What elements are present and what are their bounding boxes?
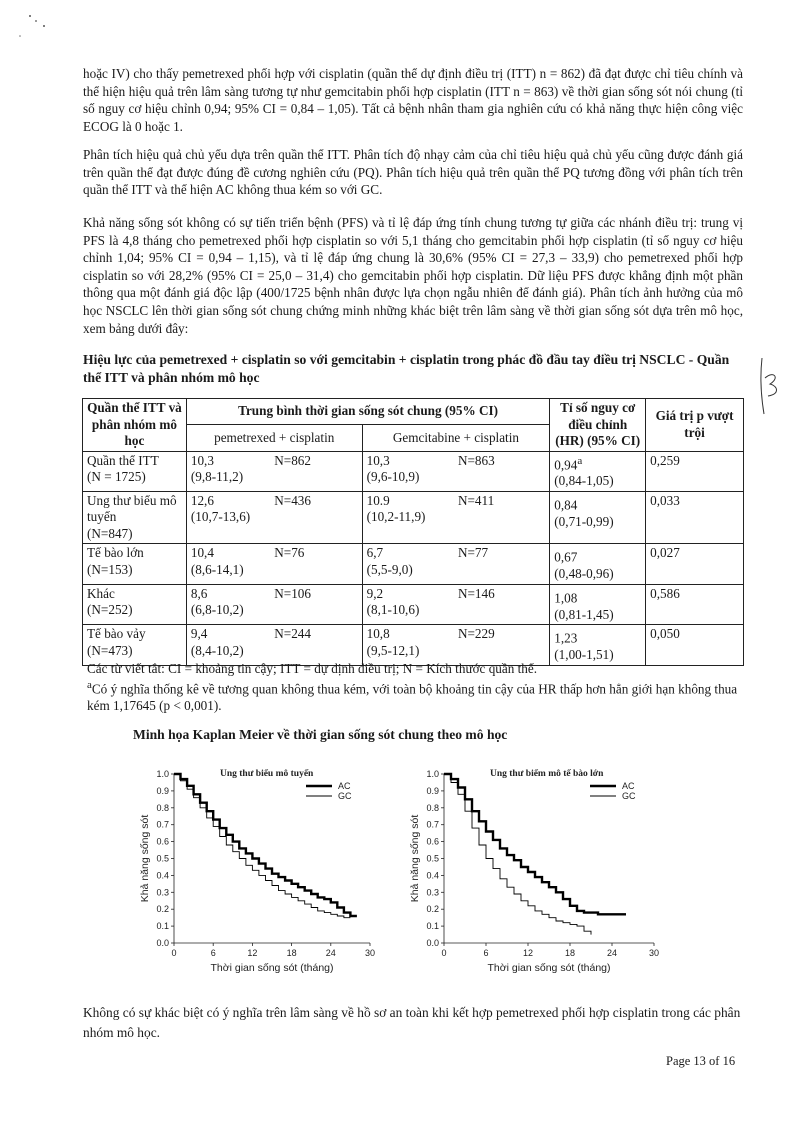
gc-median-main: 10,3 — [366, 452, 390, 468]
cell-ac-n: N=106 — [270, 584, 362, 624]
header-hazard-ratio: Tỉ số nguy cơ điều chỉnh (HR) (95% CI) — [550, 399, 646, 452]
gc-median-sub: (9,6-10,9) — [366, 469, 420, 484]
cell-hazard-ratio — [550, 544, 646, 584]
y-tick-label: 0.5 — [426, 853, 439, 864]
table-body — [83, 451, 744, 665]
ac-median-sub: (9,8-11,2) — [190, 469, 244, 484]
gc-median-main: 10.9 — [366, 492, 390, 508]
series-line-ac — [174, 774, 357, 916]
cell-gc-median — [362, 625, 454, 665]
y-tick-label: 0.7 — [426, 819, 439, 830]
x-tick-label: 12 — [522, 948, 534, 958]
paragraph-safety: Không có sự khác biệt có ý nghĩa trên lâm sàng về hồ sơ an toàn khi kết hợp pemetrexed phối hợp cisplatin trong các phân nhóm mô học. — [83, 1005, 741, 1040]
cell-hazard-ratio — [550, 625, 646, 665]
cell-population — [83, 491, 187, 544]
cell-ac-median — [186, 625, 270, 665]
population-sub: (N=473) — [87, 642, 133, 658]
y-tick-label: 0.7 — [156, 819, 169, 830]
km-chart-adenocarcinoma — [134, 760, 394, 980]
footnote-text: Có ý nghĩa thống kê về tương quan không thua kém, với toàn bộ khoảng tin cậy của HR thấp hơn hẳn giới hạn không thua kém 1,17645 (p < 0,001). — [87, 681, 738, 714]
footnote — [87, 677, 747, 714]
hr-number: 1,08 — [554, 590, 578, 606]
cell-p-value: 0,050 — [646, 625, 744, 665]
cell-ac-n: N=436 — [270, 491, 362, 544]
header-population: Quần thể ITT và phân nhóm mô học — [83, 399, 187, 452]
ac-median-sub: (6,8-10,2) — [190, 602, 244, 618]
paragraph-study-results: hoặc IV) cho thấy pemetrexed phối hợp với cisplatin (quần thể dự định điều trị (ITT) n = 862) đã đạt được chỉ tiêu chính và thể hiện hiệu quả trên lâm sàng tương tự như gemcitabin phối hợp cisplatin (ITT n = 863) về thời gian sống sót nói chung (tỉ số nguy cơ hiệu chỉnh 0,94; 95% CI = 0,84 – 1,05). Tất cả bệnh nhân tham gia nghiên cứu có khả năng thực hiện công việc ECOG là 0 hoặc 1. — [83, 66, 743, 134]
population-main: Tế bào lớn — [87, 545, 144, 561]
hr-value — [554, 626, 641, 647]
legend-label-gc: GC — [338, 791, 352, 801]
legend-label-gc: GC — [622, 791, 636, 801]
table-title: Hiệu lực của pemetrexed + cisplatin so với gemcitabin + cisplatin trong phác đồ đầu tay điều trị NSCLC - Quần thể ITT và phân nhóm mô học — [83, 352, 730, 385]
cell-population — [83, 544, 187, 584]
hr-value — [554, 545, 641, 566]
y-tick-label: 0.8 — [426, 802, 439, 813]
hr-number: 0,67 — [554, 549, 578, 565]
x-tick-label: 18 — [286, 948, 297, 958]
series-line-ac — [444, 774, 626, 914]
ac-median-sub: (8,4-10,2) — [190, 642, 244, 658]
cell-gc-n: N=863 — [454, 451, 550, 491]
header-median-os: Trung bình thời gian sống sót chung (95% CI) — [186, 399, 549, 425]
ac-median-main: 8,6 — [190, 585, 208, 601]
y-tick-label: 0.3 — [156, 887, 169, 898]
paragraph-efficacy-analysis: Phân tích hiệu quả chủ yếu dựa trên quần thể ITT. Phân tích độ nhạy cảm của chỉ tiêu hiệu quả chủ yếu cũng được đánh giá trên quần thể đạt được đúng đề cương nghiên cứu (PQ). Phân tích hiệu quả trên quần thể PQ tương đồng với phân tích trên quần thể ITT và thể hiện AC không thua kém so với GC. — [83, 147, 743, 198]
y-tick-label: 0.8 — [156, 802, 169, 813]
y-tick-label: 0.0 — [156, 938, 169, 948]
km-chart-large-cell — [409, 760, 682, 980]
paragraph-pfs-response: Khả năng sống sót không có sự tiến triển bệnh (PFS) và tỉ lệ đáp ứng tính chung tương tự giữa các nhánh điều trị: trung vị PFS là 4,8 tháng cho pemetrexed phối hợp cisplatin so với 5,1 tháng cho gemcitabin phối hợp cisplatin (tỉ số nguy cơ hiệu chỉnh 1,04; 95% CI = 0,94 – 1,15), và tỉ lệ đáp ứng chung là 30,6% (95% CI = 27,3 – 33,9) cho pemetrexed phối hợp cisplatin so với 28,2% (95% CI = 25,0 – 31,4) cho gemcitabin phối hợp cisplatin. Dữ liệu PFS được khẳng định một phần thông qua một đánh giá độc lập (400/1725 bệnh nhân được lựa chọn ngẫu nhiên để đánh giá). Phân tích ảnh hưởng của mô học NSCLC lên thời gian sống sót chung chứng minh những khác biệt trên lâm sàng về thời gian sống sót dựa trên mô học, xem bảng dưới đây: — [83, 215, 743, 336]
x-tick-label: 6 — [483, 948, 489, 958]
cell-population — [83, 625, 187, 665]
ac-median-sub: (10,7-13,6) — [190, 509, 251, 525]
legend-label-ac: AC — [622, 781, 635, 791]
header-arm-ac: pemetrexed + cisplatin — [186, 425, 362, 451]
table-row — [83, 544, 744, 584]
x-tick-label: 18 — [564, 948, 576, 958]
x-tick-label: 6 — [210, 948, 216, 958]
km-chart-adenocarcinoma-svg — [134, 760, 394, 980]
x-tick-label: 24 — [325, 948, 336, 958]
y-tick-label: 0.2 — [156, 904, 169, 915]
hr-ci: (0,48-0,96) — [554, 566, 614, 582]
cell-gc-n: N=77 — [454, 544, 550, 584]
cell-p-value: 0,586 — [646, 584, 744, 624]
cell-p-value: 0,259 — [646, 451, 744, 491]
cell-ac-median — [186, 451, 270, 491]
y-tick-label: 0.4 — [426, 870, 439, 881]
x-axis-label: Thời gian sống sót (tháng) — [487, 962, 611, 974]
table-row — [83, 584, 744, 624]
gc-median-main: 6,7 — [366, 545, 384, 561]
header-arm-gc: Gemcitabine + cisplatin — [362, 425, 550, 451]
x-tick-label: 30 — [648, 948, 660, 958]
hr-value — [554, 453, 641, 474]
cell-gc-n: N=411 — [454, 491, 550, 544]
figure-title: Minh họa Kaplan Meier về thời gian sống sót chung theo mô học — [133, 727, 508, 742]
table-notes — [87, 660, 747, 714]
footnote-marker: a — [87, 679, 92, 691]
gc-median-main: 9,2 — [366, 585, 384, 601]
y-tick-label: 1.0 — [426, 769, 439, 779]
y-tick-label: 0.1 — [426, 921, 439, 932]
cell-gc-median — [362, 451, 454, 491]
cell-ac-median — [186, 491, 270, 544]
y-tick-label: 0.2 — [426, 904, 439, 915]
x-tick-label: 30 — [364, 948, 376, 958]
km-chart-large-cell-svg — [409, 760, 682, 980]
table-row — [83, 491, 744, 544]
y-tick-label: 0.6 — [156, 836, 169, 847]
population-sub: (N=847) — [87, 525, 133, 541]
x-tick-label: 0 — [441, 948, 447, 958]
ac-median-main: 9,4 — [190, 626, 208, 642]
cell-ac-n: N=244 — [270, 625, 362, 665]
cell-ac-median — [186, 544, 270, 584]
cell-p-value: 0,027 — [646, 544, 744, 584]
y-tick-label: 0.1 — [156, 921, 169, 932]
population-sub: (N=252) — [87, 602, 133, 618]
gc-median-sub: (9,5-12,1) — [366, 642, 420, 658]
cell-hazard-ratio — [550, 491, 646, 544]
hr-number: 1,23 — [554, 630, 578, 646]
x-axis-label: Thời gian sống sót (tháng) — [210, 962, 334, 974]
legend-label-ac: AC — [338, 781, 351, 791]
ac-median-main: 10,3 — [190, 452, 214, 468]
cell-hazard-ratio — [550, 584, 646, 624]
cell-population — [83, 451, 187, 491]
y-tick-label: 1.0 — [156, 769, 169, 779]
population-sub: (N = 1725) — [87, 469, 146, 484]
cell-ac-n: N=862 — [270, 451, 362, 491]
page-number: Page 13 of 16 — [666, 1054, 736, 1068]
population-main: Khác — [87, 585, 115, 601]
cell-gc-n: N=146 — [454, 584, 550, 624]
hr-ci: (1,00-1,51) — [554, 647, 614, 663]
population-main: Tế bào vảy — [87, 626, 146, 642]
gc-median-sub: (8,1-10,6) — [366, 602, 420, 618]
y-tick-label: 0.0 — [426, 938, 439, 948]
hr-number: 0,84 — [554, 497, 578, 513]
hr-value — [554, 493, 641, 514]
x-tick-label: 24 — [606, 948, 618, 958]
hr-ci: (0,84-1,05) — [554, 473, 614, 489]
cell-gc-median — [362, 584, 454, 624]
chart-title: Ung thư biểu mô tuyến — [220, 769, 314, 779]
hr-value — [554, 586, 641, 607]
y-tick-label: 0.9 — [156, 785, 169, 796]
x-tick-label: 12 — [247, 948, 258, 958]
gc-median-sub: (10,2-11,9) — [366, 509, 426, 525]
gc-median-main: 10,8 — [366, 626, 390, 642]
y-tick-label: 0.6 — [426, 836, 439, 847]
y-axis-label: Khả năng sống sót — [139, 814, 151, 903]
y-tick-label: 0.4 — [156, 870, 169, 881]
population-sub: (N=153) — [87, 561, 133, 577]
efficacy-table — [82, 398, 744, 666]
chart-title: Ung thư biểm mô tế bào lớn — [490, 769, 604, 779]
ac-median-main: 10,4 — [190, 545, 214, 561]
hr-ci: (0,81-1,45) — [554, 606, 614, 622]
gc-median-sub: (5,5-9,0) — [366, 561, 413, 577]
population-main: Quần thể ITT — [87, 452, 159, 468]
y-tick-label: 0.9 — [426, 785, 439, 796]
cell-gc-median — [362, 544, 454, 584]
cell-gc-median — [362, 491, 454, 544]
population-main: Ung thư biểu mô tuyến — [87, 492, 177, 525]
cell-population — [83, 584, 187, 624]
x-tick-label: 0 — [171, 948, 177, 958]
y-axis-label: Khả năng sống sót — [409, 814, 421, 903]
cell-hazard-ratio — [550, 451, 646, 491]
abbreviations-note: Các từ viết tắt: CI = khoảng tin cậy; ITT = dự định điều trị; N = Kích thước quần thể. — [87, 661, 538, 676]
ac-median-main: 12,6 — [190, 492, 214, 508]
y-tick-label: 0.5 — [156, 853, 169, 864]
ac-median-sub: (8,6-14,1) — [190, 561, 244, 577]
cell-ac-n: N=76 — [270, 544, 362, 584]
table-row — [83, 625, 744, 665]
hr-ci: (0,71-0,99) — [554, 513, 614, 529]
y-tick-label: 0.3 — [426, 887, 439, 898]
cell-ac-median — [186, 584, 270, 624]
cell-gc-n: N=229 — [454, 625, 550, 665]
cell-p-value: 0,033 — [646, 491, 744, 544]
hr-number: 0,94 — [554, 456, 578, 472]
handwritten-margin-mark — [756, 356, 786, 416]
header-p-value: Giá trị p vượt trội — [646, 399, 744, 452]
scan-artifact-marks — [14, 12, 54, 42]
table-row — [83, 451, 744, 491]
hr-footnote-marker: a — [577, 454, 583, 467]
